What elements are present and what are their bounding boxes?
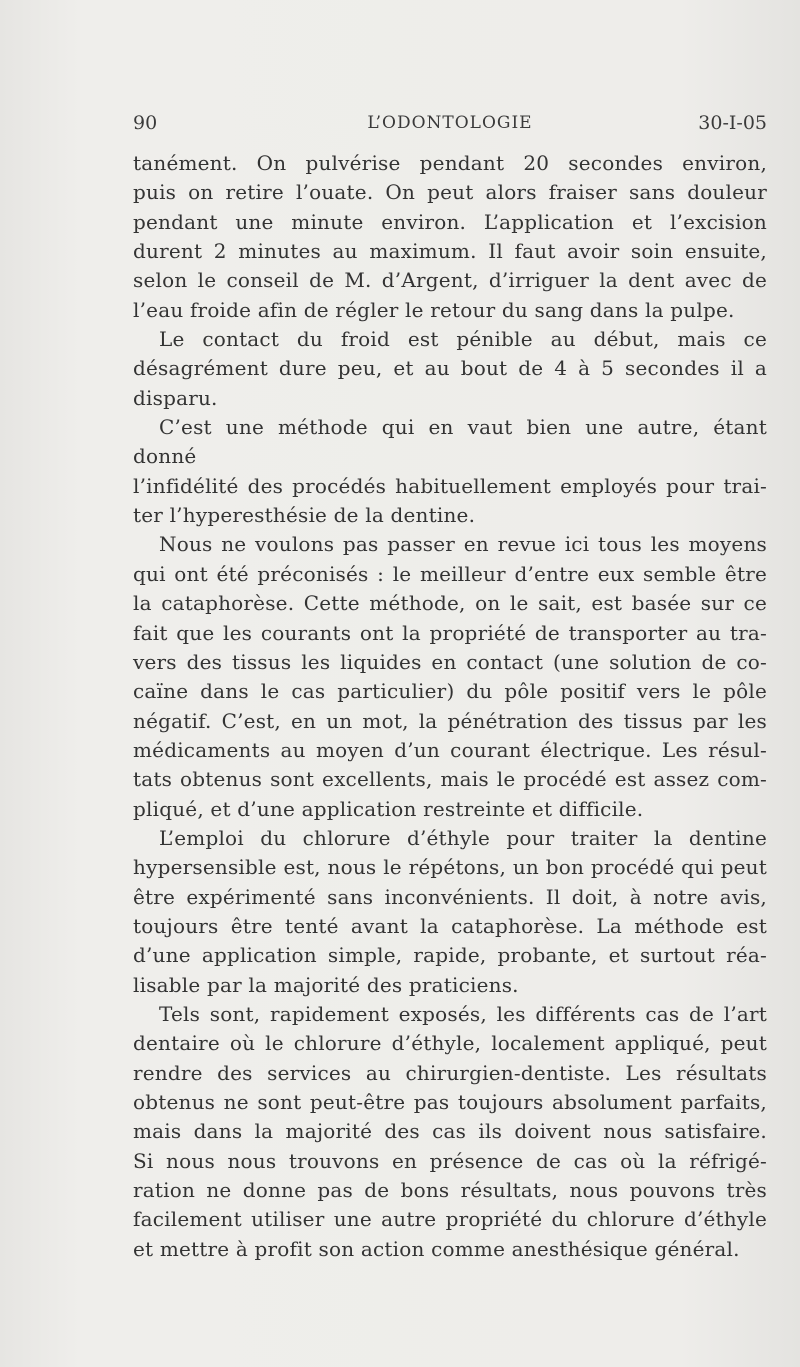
text-line: être expérimenté sans inconvénients. Il doit, à notre avis, — [133, 884, 767, 909]
text-line: puis on retire l’ouate. On peut alors fraiser sans douleur — [133, 180, 767, 205]
text-line: la cataphorèse. Cette méthode, on le sait, est basée sur ce — [133, 591, 767, 616]
text-line: désagrément dure peu, et au bout de 4 à 5 secondes il a — [133, 356, 767, 381]
text-line: médicaments au moyen d’un courant électrique. Les résul- — [133, 737, 767, 762]
text-line: Le contact du froid est pénible au début, mais ce — [159, 327, 767, 352]
text-line: disparu. — [133, 385, 218, 410]
body-text — [133, 149, 767, 1264]
text-line: mais dans la majorité des cas ils doivent nous satisfaire. — [133, 1119, 767, 1144]
text-line: négatif. C’est, en un mot, la pénétration des tissus par les — [133, 708, 767, 733]
text-line: obtenus ne sont peut-être pas toujours absolument parfaits, — [133, 1090, 767, 1114]
text-line: l’infidélité des procédés habituellement employés pour trai- — [133, 473, 767, 498]
paragraph — [133, 413, 767, 530]
text-line: Si nous nous trouvons en présence de cas où la réfrigé- — [133, 1148, 767, 1173]
text-line: C’est une méthode qui en vaut bien une autre, étant donné — [133, 415, 767, 469]
text-line: qui ont été préconisés : le meilleur d’entre eux semble être — [133, 561, 767, 586]
text-line: ration ne donne pas de bons résultats, nous pouvons très — [133, 1178, 767, 1203]
paragraph — [133, 530, 767, 823]
running-header — [133, 112, 767, 146]
issue-date: 30-I-05 — [698, 112, 767, 134]
text-line: rendre des services au chirurgien-dentiste. Les résultats — [133, 1060, 767, 1085]
text-line: L’emploi du chlorure d’éthyle pour traiter la dentine — [159, 825, 767, 850]
text-line: fait que les courants ont la propriété de transporter au tra- — [133, 620, 767, 645]
text-line: selon le conseil de M. d’Argent, d’irriguer la dent avec de — [133, 268, 767, 293]
page-number: 90 — [133, 112, 158, 134]
text-line: caïne dans le cas particulier) du pôle positif vers le pôle — [133, 679, 767, 704]
journal-title: L’ODONTOLOGIE — [367, 113, 533, 133]
text-line: vers des tissus les liquides en contact (une solution de co- — [133, 649, 767, 674]
paragraph — [133, 824, 767, 1000]
text-line: Nous ne voulons pas passer en revue ici tous les moyens — [159, 532, 767, 557]
text-line: facilement utiliser une autre propriété du chlorure d’éthyle — [133, 1207, 767, 1232]
text-line: durent 2 minutes au maximum. Il faut avoir soin ensuite, — [133, 239, 767, 264]
text-line: l’eau froide afin de régler le retour du sang dans la pulpe. — [133, 297, 735, 322]
text-line: Tels sont, rapidement exposés, les différents cas de l’art — [159, 1001, 767, 1026]
text-line: dentaire où le chlorure d’éthyle, localement appliqué, peut — [133, 1031, 767, 1056]
text-line: toujours être tenté avant la cataphorèse. La méthode est — [133, 913, 767, 938]
text-line: et mettre à profit son action comme anesthésique général. — [133, 1236, 740, 1261]
paragraph — [133, 1000, 767, 1264]
text-line: hypersensible est, nous le répétons, un bon procédé qui peut — [133, 855, 767, 880]
text-line: pendant une minute environ. L’application et l’excision — [133, 209, 767, 234]
text-line: d’une application simple, rapide, probante, et surtout réa- — [133, 943, 767, 968]
paragraph — [133, 325, 767, 413]
text-line: tanément. On pulvérise pendant 20 secondes environ, — [133, 151, 767, 175]
text-line: lisable par la majorité des praticiens. — [133, 972, 519, 997]
text-line: tats obtenus sont excellents, mais le procédé est assez com- — [133, 767, 767, 792]
text-line: ter l’hyperesthésie de la dentine. — [133, 503, 476, 528]
paragraph — [133, 149, 767, 325]
text-line: pliqué, et d’une application restreinte et difficile. — [133, 796, 644, 821]
